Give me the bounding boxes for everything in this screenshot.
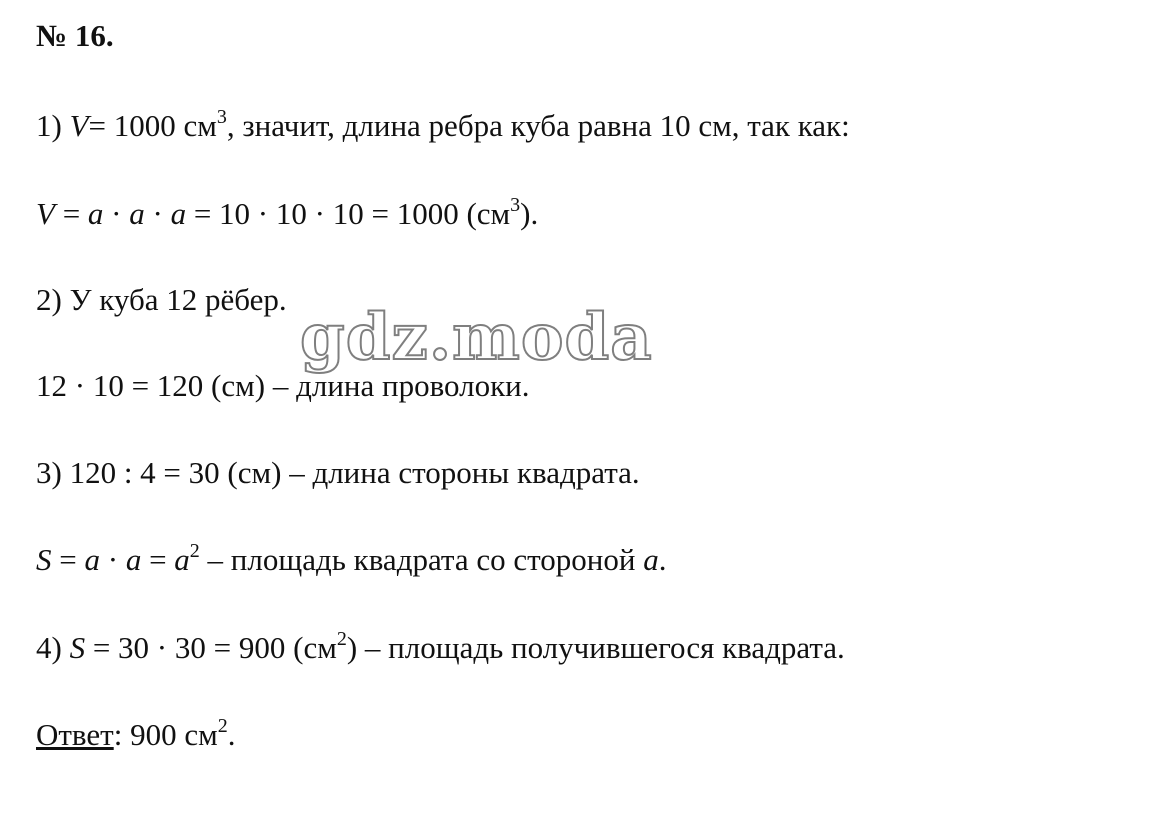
problem-title: № 16. xyxy=(36,18,114,53)
step-2: 2) У куба 12 рёбер. xyxy=(36,282,287,317)
step-4-exp: 2 xyxy=(336,628,347,650)
formula-rest: = 10 · 10 · 10 = 1000 (см xyxy=(186,196,511,231)
area-formula xyxy=(36,542,666,578)
cube-exponent: 3 xyxy=(216,106,227,128)
formula-a2: a xyxy=(129,196,145,231)
area-a3: a xyxy=(174,542,190,577)
formula-a3: a xyxy=(170,196,187,231)
step-4-s: S xyxy=(69,630,86,665)
formula-eq: = xyxy=(54,196,88,231)
step-1-value: = 1000 см xyxy=(88,108,217,143)
answer-label: Ответ xyxy=(36,717,114,752)
formula-dot2: · xyxy=(144,196,171,231)
formula-dot1: · xyxy=(103,196,130,231)
area-eq: = xyxy=(51,542,85,577)
step-4 xyxy=(36,630,845,666)
area-rest: – площадь квадрата со стороной xyxy=(199,542,644,577)
step-3: 3) 120 : 4 = 30 (см) – длина стороны квадрата. xyxy=(36,455,640,490)
step-4-value: = 30 · 30 = 900 (см xyxy=(85,630,337,665)
area-s: S xyxy=(36,542,52,577)
formula-close: ). xyxy=(520,196,539,231)
formula-exp: 3 xyxy=(510,194,521,216)
answer-exp: 2 xyxy=(217,715,228,737)
area-a2: a xyxy=(125,542,142,577)
area-a1: a xyxy=(84,542,100,577)
step-4-number: 4) xyxy=(36,630,70,665)
step-1-number: 1) xyxy=(36,108,62,143)
formula-v: V xyxy=(36,196,55,231)
wire-length-calc: 12 · 10 = 120 (см) – длина проволоки. xyxy=(36,368,530,403)
formula-a1: a xyxy=(87,196,104,231)
area-exp: 2 xyxy=(189,540,200,562)
volume-formula xyxy=(36,196,538,232)
area-eq2: = xyxy=(141,542,175,577)
area-end: . xyxy=(658,542,667,577)
area-dot: · xyxy=(99,542,126,577)
volume-var: V xyxy=(69,108,89,143)
answer xyxy=(36,717,235,753)
watermark-logo: gdz.moda xyxy=(300,300,653,375)
step-4-text: ) – площадь получившегося квадрата. xyxy=(346,630,845,665)
step-1 xyxy=(36,108,850,144)
answer-value: : 900 см xyxy=(113,717,218,752)
step-1-text: , значит, длина ребра куба равна 10 см, так как: xyxy=(226,108,850,143)
area-a4: a xyxy=(643,542,659,577)
answer-end: . xyxy=(227,717,236,752)
